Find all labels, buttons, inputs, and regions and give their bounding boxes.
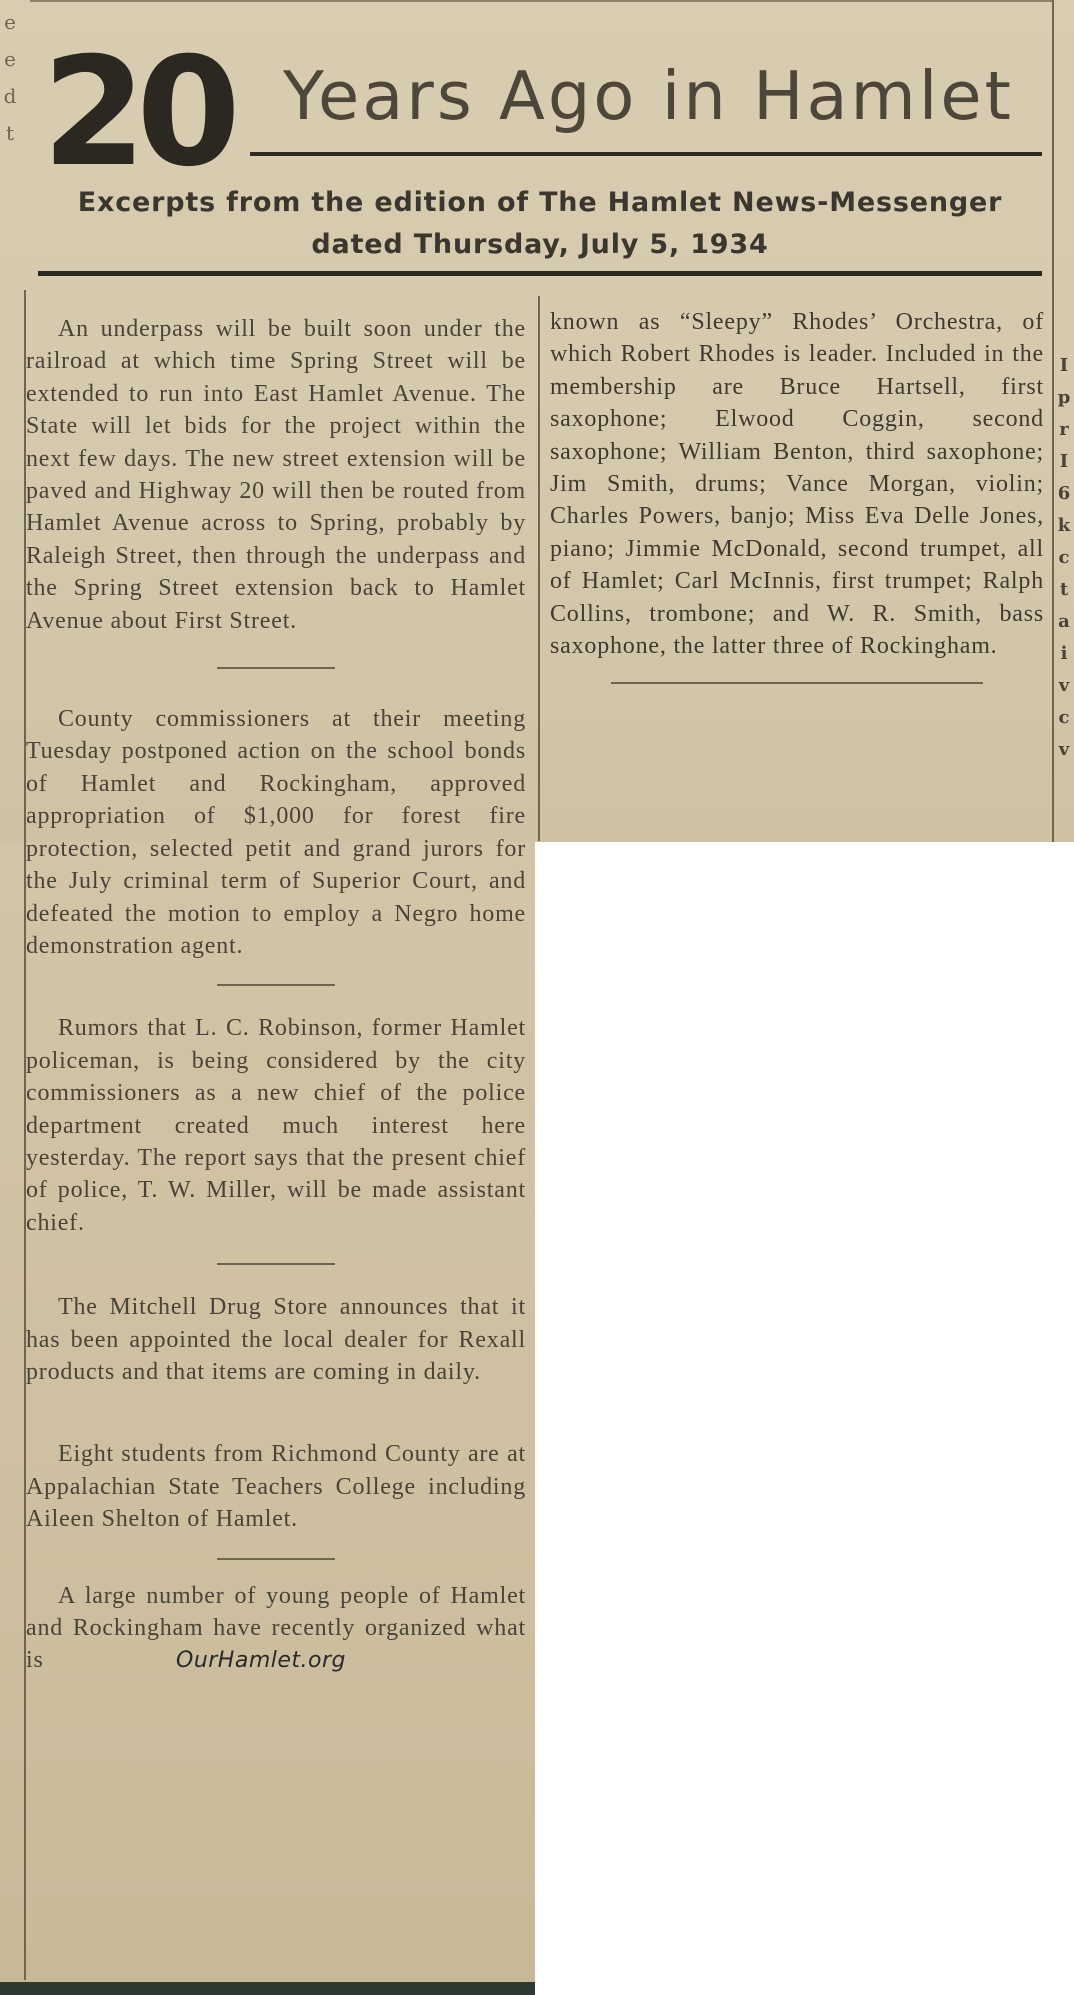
edge-letter: 6 — [1057, 483, 1071, 504]
left-column — [26, 313, 526, 1677]
news-item-drug-store: The Mitchell Drug Store announces that it has been appointed the local dealer for Rexall products and that items are coming in daily. — [26, 1294, 526, 1385]
item-separator — [217, 1422, 335, 1424]
right-column — [550, 306, 1044, 684]
edge-letter: k — [1057, 515, 1071, 536]
item-separator — [217, 984, 335, 986]
edge-letter: d — [3, 84, 17, 108]
background-strip — [0, 1982, 535, 1995]
edge-letter: i — [1060, 643, 1068, 664]
item-separator — [611, 682, 983, 684]
masthead-subtitle — [40, 182, 1040, 266]
edge-letter: v — [1058, 675, 1070, 696]
right-edge-fragment — [1054, 0, 1074, 1192]
edge-letter: I — [1059, 355, 1069, 376]
edge-letter: t — [1059, 579, 1069, 600]
title-underline — [250, 152, 1042, 156]
edge-letter: v — [1058, 739, 1070, 760]
item-separator — [217, 1558, 335, 1560]
edge-letter: r — [1059, 419, 1069, 440]
center-column-divider — [538, 296, 540, 841]
edge-letter: p — [1057, 387, 1071, 408]
item-separator — [217, 1263, 335, 1265]
news-item-commissioners: County commissioners at their meeting Tuesday postponed action on the school bonds of Hamlet and Rockingham, approved appropriation of $1,000 for forest fire protection, selected petit and grand jurors for the July criminal term of Superior Court, and defeated the motion to employ a Negro home demonstration agent. — [26, 706, 526, 959]
item-separator — [217, 667, 335, 669]
right-column-border — [1052, 0, 1054, 842]
news-item-orchestra-continued: known as “Sleepy” Rhodes’ Orchestra, of which Robert Rhodes is leader. Included in the membership are Bruce Hartsell, first saxophone; Elwood Coggin, second saxophone; William Benton, third saxophone; Jim Smith, drums; Vance Morgan, violin; Charles Powers, banjo; Miss Eva Delle Jones, piano; Jimmie McDonald, second trumpet, all of Hamlet; Carl McInnis, first trumpet; Ralph Collins, trombone; and W. R. Smith, bass saxophone, the latter three of Rockingham. — [550, 309, 1044, 660]
subtitle-line-2: dated Thursday, July 5, 1934 — [311, 229, 769, 260]
news-item-orchestra-start: A large number of young people of Hamlet and Rockingham have recently organized what is — [26, 1582, 526, 1674]
edge-letter: c — [1058, 707, 1070, 728]
edge-letter: a — [1058, 611, 1070, 632]
edge-letter: c — [1058, 547, 1070, 568]
masthead-number: 20 — [42, 26, 231, 200]
news-item-underpass: An underpass will be built soon under the railroad at which time Spring Street will be extended to run into East Hamlet Avenue. The State will let bids for the project within the next few days. The new street extension will be paved and Highway 20 will then be routed from Hamlet Avenue across to Spring, probably by Raleigh Street, then through the underpass and the Spring Street extension back to Hamlet Avenue about First Street. — [26, 316, 526, 634]
site-watermark: OurHamlet.org — [176, 1648, 346, 1673]
edge-letter: I — [1059, 451, 1069, 472]
edge-letter: e — [4, 10, 16, 34]
edge-letter: t — [5, 121, 15, 145]
edge-letter: e — [4, 47, 16, 71]
top-border-rule — [30, 0, 1054, 2]
masthead-title: Years Ago in Hamlet — [283, 57, 1014, 135]
left-edge-fragment — [0, 0, 20, 846]
subtitle-line-1: Excerpts from the edition of The Hamlet News-Messenger — [77, 187, 1003, 218]
header-rule — [38, 271, 1042, 276]
news-item-police-chief: Rumors that L. C. Robinson, former Hamlet policeman, is being considered by the city commissioners as a new chief of the police department created much interest here yesterday. The report says that the present chief of police, T. W. Miller, will be made assistant chief. — [26, 1015, 526, 1236]
news-item-students: Eight students from Richmond County are at Appalachian State Teachers College including Aileen Shelton of Hamlet. — [26, 1441, 526, 1533]
